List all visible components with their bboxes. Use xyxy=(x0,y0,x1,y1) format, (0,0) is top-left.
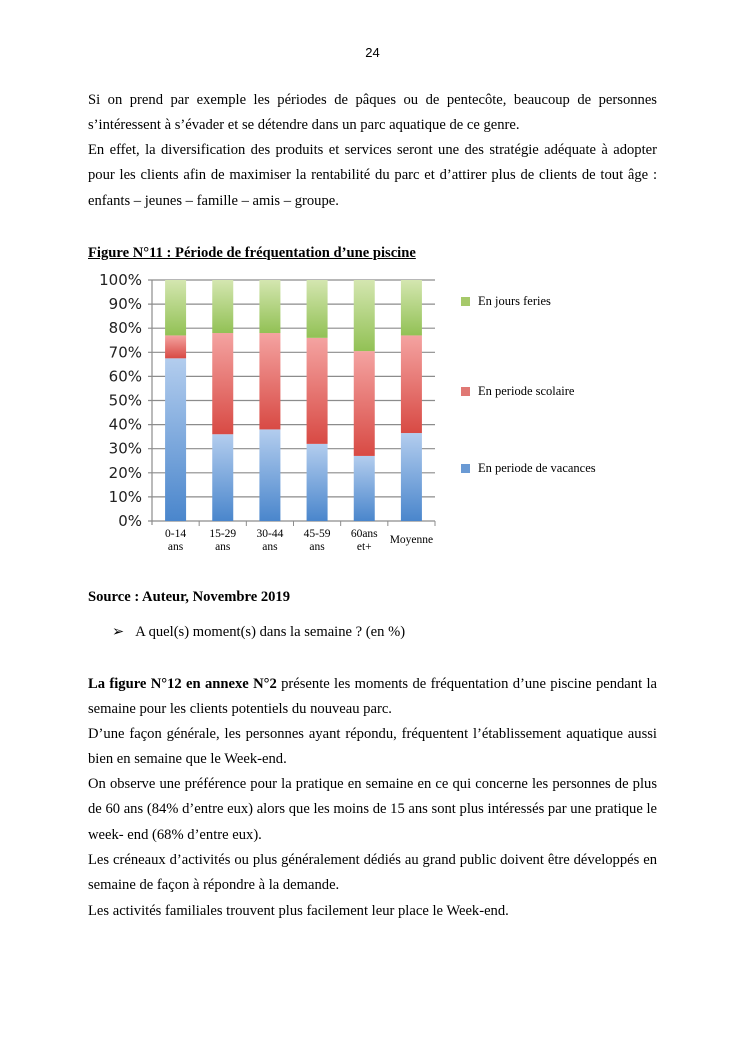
legend-item-periode-scolaire xyxy=(461,384,574,399)
bar-segment xyxy=(401,433,422,521)
stacked-bar-chart xyxy=(85,268,445,558)
y-tick-label: 60% xyxy=(108,367,142,386)
source-line: Source : Auteur, Novembre 2019 xyxy=(88,589,291,605)
x-tick-label: ans xyxy=(309,541,325,553)
bar-segment xyxy=(354,351,375,456)
paragraph-6: Les créneaux d’activités ou plus généralement dédiés au grand public doivent être développés en semaine de façon à répondre à la demande. xyxy=(88,852,657,894)
paragraph-3 xyxy=(88,672,657,723)
legend-item-jours-feries xyxy=(461,294,551,309)
bar-segment xyxy=(165,280,186,335)
bar-segment xyxy=(307,444,328,521)
bar-segment xyxy=(212,434,233,521)
x-tick-label: et+ xyxy=(356,541,372,553)
bar-segment xyxy=(165,358,186,521)
bullet-text: A quel(s) moment(s) dans la semaine ? (en %) xyxy=(135,624,406,640)
bar-segment xyxy=(401,335,422,433)
figure-caption-text: Figure N°11 : Période de fréquentation d’une piscine xyxy=(88,245,416,261)
x-tick-label: ans xyxy=(262,541,278,553)
bullet-item xyxy=(112,620,405,645)
x-tick-label: Moyenne xyxy=(389,534,434,546)
bar-segment xyxy=(401,280,422,335)
x-tick-label: 15-29 xyxy=(209,528,237,540)
paragraph-1: Si on prend par exemple les périodes de pâques ou de pentecôte, beaucoup de personnes s’intéressent à s’évader et se détendre dans un parc aquatique de ce genre. xyxy=(88,92,657,134)
figure-caption xyxy=(88,241,657,266)
x-tick-label: ans xyxy=(215,541,231,553)
paragraph-7: Les activités familiales trouvent plus facilement leur place le Week-end. xyxy=(88,903,509,919)
y-tick-label: 50% xyxy=(108,391,142,410)
bar-segment xyxy=(259,429,280,521)
y-tick-label: 30% xyxy=(108,439,142,458)
legend-label: En periode de vacances xyxy=(478,461,596,475)
page-number: 24 xyxy=(365,45,380,60)
legend-swatch xyxy=(461,297,470,306)
y-tick-label: 20% xyxy=(108,463,142,482)
x-tick-label: 30-44 xyxy=(256,528,284,540)
figure-reference: La figure N°12 en annexe N°2 xyxy=(88,676,277,692)
legend-swatch xyxy=(461,464,470,473)
paragraph-2: En effet, la diversification des produits et services seront une des stratégie adéquate à adopter pour les clients afin de maximiser la rentabilité du parc et d’attirer plus de clients de tout âge : enfants – jeunes – famille – amis – groupe. xyxy=(88,142,657,209)
bar-segment xyxy=(307,338,328,444)
y-tick-label: 0% xyxy=(118,512,142,530)
bar-segment xyxy=(307,280,328,338)
bar-segment xyxy=(259,280,280,333)
y-tick-label: 70% xyxy=(108,343,142,362)
bar-segment xyxy=(354,280,375,351)
paragraph-3-text: présente les moments de fréquentation d’une piscine pendant la semaine pour les clients potentiels du nouveau parc. xyxy=(88,676,658,718)
legend-label: En jours feries xyxy=(478,294,551,308)
y-tick-label: 90% xyxy=(108,295,142,314)
paragraph-4: D’une façon générale, les personnes ayant répondu, fréquentent l’établissement aquatique aussi bien en semaine que le Week-end. xyxy=(88,726,657,768)
x-tick-label: 60ans xyxy=(350,528,378,540)
y-tick-label: 100% xyxy=(99,271,142,289)
x-tick-label: 0-14 xyxy=(165,528,187,540)
y-tick-label: 10% xyxy=(108,487,142,506)
bar-segment xyxy=(165,335,186,358)
y-tick-label: 80% xyxy=(108,319,142,338)
bar-segment xyxy=(354,456,375,521)
bar-segment xyxy=(212,333,233,434)
paragraph-5: On observe une préférence pour la pratique en semaine en ce qui concerne les personnes de plus de 60 ans (84% d’entre eux) alors que les moins de 15 ans sont plus intéressés par une pratique le week- end (68% d’entre eux). xyxy=(88,776,657,843)
x-tick-label: ans xyxy=(167,541,184,553)
bar-segment xyxy=(259,333,280,429)
y-tick-label: 40% xyxy=(108,415,142,434)
legend-label: En periode scolaire xyxy=(478,384,575,398)
bar-segment xyxy=(212,280,233,333)
arrow-bullet-icon: ➢ xyxy=(112,624,125,640)
legend-swatch xyxy=(461,387,470,396)
legend-item-periode-vacances xyxy=(461,461,596,476)
x-tick-label: 45-59 xyxy=(303,528,331,540)
